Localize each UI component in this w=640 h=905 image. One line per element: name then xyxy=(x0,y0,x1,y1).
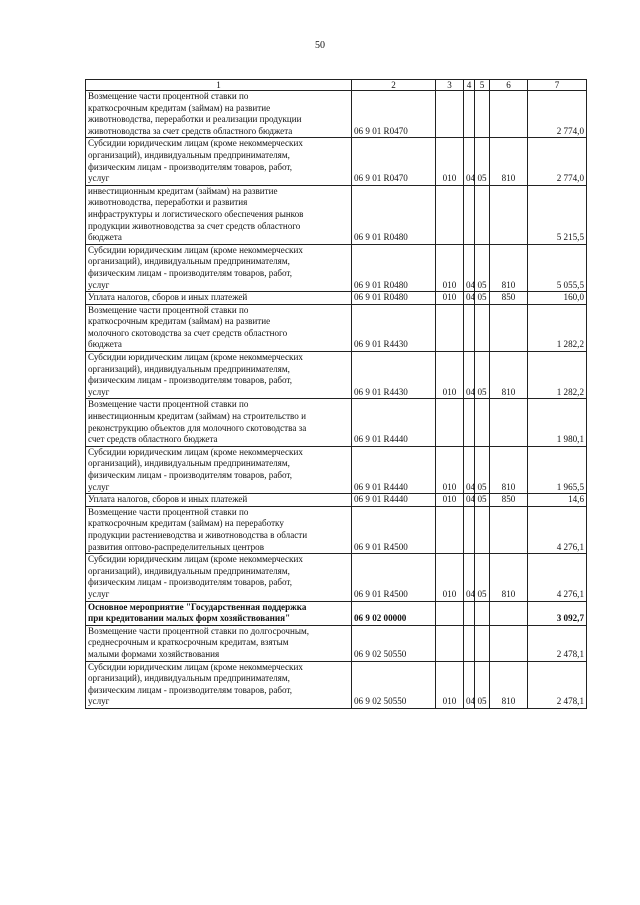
row-description xyxy=(86,625,352,661)
expense-type-code xyxy=(490,601,528,625)
column-header: 3 xyxy=(436,80,464,91)
description-line: Основное мероприятие "Государственная поддержка xyxy=(88,601,307,612)
row-description xyxy=(86,506,352,553)
ministry-code: 010 xyxy=(436,352,464,399)
amount-value: 4 276,1 xyxy=(528,554,587,601)
target-article-code: 06 9 01 R4440 xyxy=(352,446,436,493)
section-code: 04 xyxy=(464,494,475,507)
subsection-code: 05 xyxy=(475,352,490,399)
table-row xyxy=(86,352,587,399)
description-line: физическим лицам - производителям товаров, работ, xyxy=(88,267,292,278)
target-article-code: 06 9 01 R0470 xyxy=(352,138,436,185)
description-line: Возмещение части процентной ставки по xyxy=(88,91,249,101)
row-description xyxy=(86,244,352,291)
column-header: 6 xyxy=(490,80,528,91)
expense-type-code xyxy=(490,185,528,244)
row-description xyxy=(86,601,352,625)
section-code xyxy=(464,304,475,351)
row-description xyxy=(86,292,352,305)
description-line: животноводства, переработки и реализации продукции xyxy=(88,114,302,125)
table-body xyxy=(86,91,587,709)
description-line: организаций), индивидуальным предпринимателям, xyxy=(88,458,290,469)
table-row xyxy=(86,91,587,138)
amount-value: 5 215,5 xyxy=(528,185,587,244)
section-code xyxy=(464,506,475,553)
row-description xyxy=(86,185,352,244)
subsection-code xyxy=(475,399,490,446)
ministry-code xyxy=(436,601,464,625)
subsection-code xyxy=(475,601,490,625)
description-line: реконструкцию объектов для молочного скотоводства за xyxy=(88,422,307,433)
table-row xyxy=(86,506,587,553)
ministry-code: 010 xyxy=(436,446,464,493)
description-line: Возмещение части процентной ставки по xyxy=(88,506,249,517)
row-description xyxy=(86,554,352,601)
subsection-code: 05 xyxy=(475,138,490,185)
expense-type-code: 810 xyxy=(490,244,528,291)
column-header: 1 xyxy=(86,80,352,91)
description-line: организаций), индивидуальным предпринимателям, xyxy=(88,363,290,374)
ministry-code xyxy=(436,304,464,351)
expense-type-code: 810 xyxy=(490,138,528,185)
target-article-code: 06 9 01 R0470 xyxy=(352,91,436,138)
table-row xyxy=(86,304,587,351)
table-row xyxy=(86,661,587,708)
target-article-code: 06 9 02 00000 xyxy=(352,601,436,625)
section-code: 04 xyxy=(464,244,475,291)
amount-value: 1 980,1 xyxy=(528,399,587,446)
section-code xyxy=(464,185,475,244)
table-row xyxy=(86,625,587,661)
description-line: услуг xyxy=(88,279,110,290)
description-line: организаций), индивидуальным предпринимателям, xyxy=(88,565,290,576)
description-line: физическим лицам - производителям товаров, работ, xyxy=(88,684,292,695)
table-row xyxy=(86,446,587,493)
ministry-code: 010 xyxy=(436,554,464,601)
description-line: физическим лицам - производителям товаров, работ, xyxy=(88,375,292,386)
description-line: Субсидии юридическим лицам (кроме некоммерческих xyxy=(88,554,303,565)
row-description xyxy=(86,138,352,185)
target-article-code: 06 9 01 R0480 xyxy=(352,185,436,244)
ministry-code xyxy=(436,506,464,553)
row-description xyxy=(86,661,352,708)
amount-value: 1 965,5 xyxy=(528,446,587,493)
target-article-code: 06 9 01 R4430 xyxy=(352,304,436,351)
description-line: услуг xyxy=(88,696,110,707)
subsection-code xyxy=(475,185,490,244)
target-article-code: 06 9 01 R4440 xyxy=(352,399,436,446)
description-line: Субсидии юридическим лицам (кроме некоммерческих xyxy=(88,244,303,255)
description-line: животноводства, переработки и развития xyxy=(88,197,248,208)
table-row xyxy=(86,601,587,625)
section-code xyxy=(464,625,475,661)
description-line: Возмещение части процентной ставки по xyxy=(88,304,249,315)
expense-type-code: 850 xyxy=(490,494,528,507)
section-code: 04 xyxy=(464,446,475,493)
target-article-code: 06 9 01 R4440 xyxy=(352,494,436,507)
subsection-code: 05 xyxy=(475,244,490,291)
subsection-code xyxy=(475,506,490,553)
ministry-code xyxy=(436,91,464,138)
amount-value: 2 478,1 xyxy=(528,661,587,708)
description-line: Уплата налогов, сборов и иных платежей xyxy=(88,292,248,303)
target-article-code: 06 9 01 R4500 xyxy=(352,506,436,553)
description-line: при кредитовании малых форм хозяйствования" xyxy=(88,613,291,624)
expense-type-code xyxy=(490,304,528,351)
table-row xyxy=(86,185,587,244)
description-line: физическим лицам - производителям товаров, работ, xyxy=(88,470,292,480)
description-line: услуг xyxy=(88,386,110,397)
amount-value: 1 282,2 xyxy=(528,352,587,399)
description-line: услуг xyxy=(88,588,110,599)
row-description xyxy=(86,304,352,351)
description-line: краткосрочным кредитам (займам) на переработку xyxy=(88,518,284,529)
table-row xyxy=(86,244,587,291)
target-article-code: 06 9 02 50550 xyxy=(352,625,436,661)
description-line: продукции животноводства за счет средств областного xyxy=(88,220,301,231)
description-line: молочного скотоводства за счет средств областного xyxy=(88,327,288,338)
description-line: Уплата налогов, сборов и иных платежей xyxy=(88,494,248,505)
table-row xyxy=(86,399,587,446)
amount-value: 14,6 xyxy=(528,494,587,507)
description-line: краткосрочным кредитам (займам) на развитие xyxy=(88,316,271,327)
target-article-code: 06 9 02 50550 xyxy=(352,661,436,708)
table-row xyxy=(86,138,587,185)
description-line: малыми формами хозяйствования xyxy=(88,648,220,659)
description-line: организаций), индивидуальным предпринимателям, xyxy=(88,256,290,267)
table-header-row xyxy=(86,80,587,91)
expense-type-code: 850 xyxy=(490,292,528,305)
target-article-code: 06 9 01 R0480 xyxy=(352,292,436,305)
section-code xyxy=(464,91,475,138)
description-line: организаций), индивидуальным предпринимателям, xyxy=(88,673,290,684)
amount-value: 2 774,0 xyxy=(528,138,587,185)
ministry-code: 010 xyxy=(436,138,464,185)
section-code xyxy=(464,399,475,446)
table-row xyxy=(86,292,587,305)
amount-value: 160,0 xyxy=(528,292,587,305)
target-article-code: 06 9 01 R4430 xyxy=(352,352,436,399)
subsection-code xyxy=(475,91,490,138)
description-line: Возмещение части процентной ставки по xyxy=(88,399,249,410)
page-number: 50 xyxy=(315,40,325,51)
description-line: счет средств областного бюджета xyxy=(88,434,218,445)
ministry-code: 010 xyxy=(436,292,464,305)
row-description xyxy=(86,91,352,138)
expense-type-code xyxy=(490,506,528,553)
section-code: 04 xyxy=(464,661,475,708)
description-line: физическим лицам - производителям товаров, работ, xyxy=(88,577,292,588)
description-line: услуг xyxy=(88,481,110,492)
column-header: 7 xyxy=(528,80,587,91)
amount-value: 2 774,0 xyxy=(528,91,587,138)
description-line: бюджета xyxy=(88,232,122,243)
subsection-code: 05 xyxy=(475,494,490,507)
expense-type-code: 810 xyxy=(490,352,528,399)
subsection-code: 05 xyxy=(475,661,490,708)
description-line: услуг xyxy=(88,173,110,184)
description-line: Субсидии юридическим лицам (кроме некоммерческих xyxy=(88,661,303,672)
section-code: 04 xyxy=(464,292,475,305)
ministry-code: 010 xyxy=(436,494,464,507)
column-header: 5 xyxy=(475,80,490,91)
subsection-code: 05 xyxy=(475,292,490,305)
column-header: 2 xyxy=(352,80,436,91)
row-description xyxy=(86,399,352,446)
description-line: развития оптово-распределительных центров xyxy=(88,541,265,552)
amount-value: 1 282,2 xyxy=(528,304,587,351)
section-code xyxy=(464,601,475,625)
description-line: краткосрочным кредитам (займам) на развитие xyxy=(88,102,271,113)
subsection-code: 05 xyxy=(475,554,490,601)
table-row xyxy=(86,554,587,601)
description-line: инфраструктуры и логистического обеспечения рынков xyxy=(88,208,304,219)
amount-value: 2 478,1 xyxy=(528,625,587,661)
expense-type-code xyxy=(490,399,528,446)
row-description xyxy=(86,446,352,493)
ministry-code: 010 xyxy=(436,244,464,291)
subsection-code xyxy=(475,304,490,351)
description-line: продукции растениеводства и животноводства в области xyxy=(88,529,308,540)
ministry-code xyxy=(436,185,464,244)
expense-type-code: 810 xyxy=(490,661,528,708)
subsection-code: 05 xyxy=(475,446,490,493)
column-header: 4 xyxy=(464,80,475,91)
description-line: Субсидии юридическим лицам (кроме некоммерческих xyxy=(88,138,303,149)
section-code: 04 xyxy=(464,554,475,601)
subsection-code xyxy=(475,625,490,661)
target-article-code: 06 9 01 R0480 xyxy=(352,244,436,291)
description-line: инвестиционным кредитам (займам) на строительство и xyxy=(88,411,306,422)
amount-value: 3 092,7 xyxy=(528,601,587,625)
description-line: животноводства за счет средств областного бюджета xyxy=(88,125,293,136)
target-article-code: 06 9 01 R4500 xyxy=(352,554,436,601)
ministry-code xyxy=(436,399,464,446)
description-line: физическим лицам - производителям товаров, работ, xyxy=(88,161,292,172)
ministry-code: 010 xyxy=(436,661,464,708)
description-line: инвестиционным кредитам (займам) на развитие xyxy=(88,185,278,196)
description-line: организаций), индивидуальным предпринимателям, xyxy=(88,149,290,160)
amount-value: 5 055,5 xyxy=(528,244,587,291)
amount-value: 4 276,1 xyxy=(528,506,587,553)
budget-table xyxy=(85,79,587,709)
expense-type-code: 810 xyxy=(490,446,528,493)
description-line: Субсидии юридическим лицам (кроме некоммерческих xyxy=(88,446,303,457)
section-code: 04 xyxy=(464,138,475,185)
expense-type-code: 810 xyxy=(490,554,528,601)
row-description xyxy=(86,352,352,399)
table-row xyxy=(86,494,587,507)
description-line: Субсидии юридическим лицам (кроме некоммерческих xyxy=(88,352,303,363)
section-code: 04 xyxy=(464,352,475,399)
row-description xyxy=(86,494,352,507)
expense-type-code xyxy=(490,625,528,661)
expense-type-code xyxy=(490,91,528,138)
description-line: среднесрочным и краткосрочным кредитам, взятым xyxy=(88,637,289,648)
description-line: бюджета xyxy=(88,339,122,350)
ministry-code xyxy=(436,625,464,661)
description-line: Возмещение части процентной ставки по долгосрочным, xyxy=(88,625,310,636)
